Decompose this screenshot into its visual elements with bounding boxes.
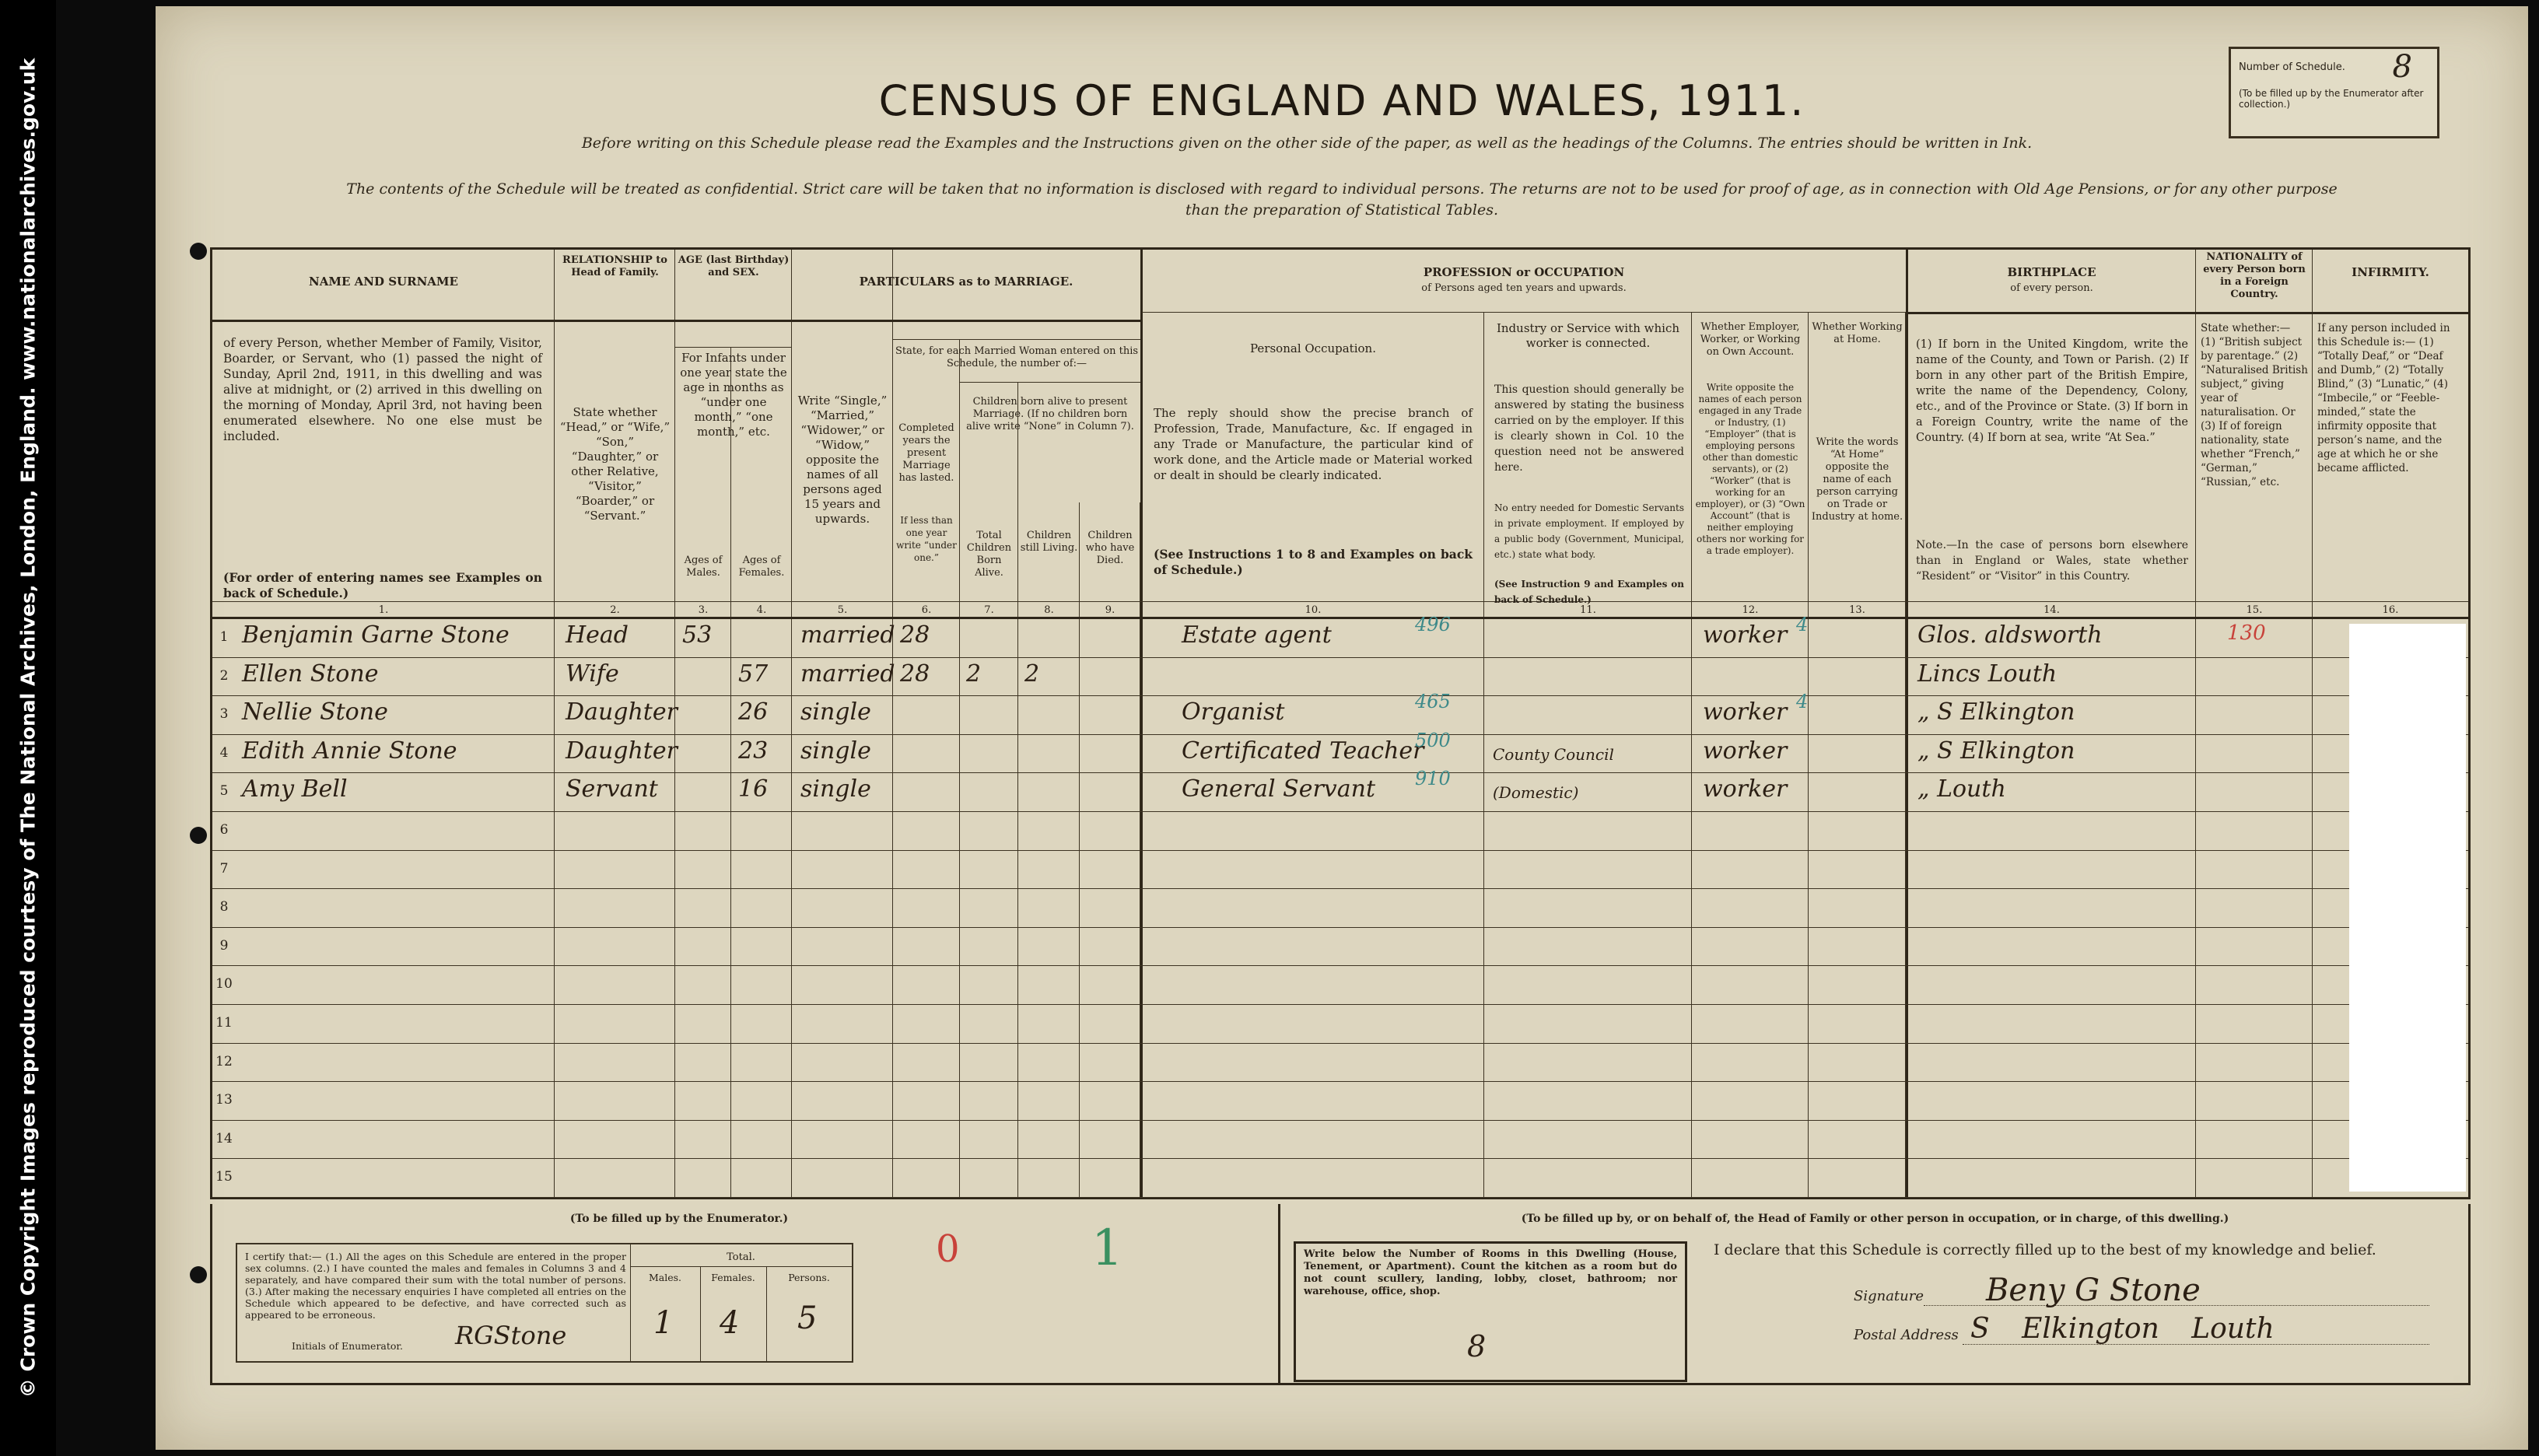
person-employment-status: worker [1703, 621, 1788, 649]
person-birthplace: Glos. aldsworth [1917, 621, 2103, 649]
person-relationship: Daughter [566, 698, 678, 726]
page-title: CENSUS OF ENGLAND AND WALES, 1911. [878, 76, 1805, 125]
header-profession: PROFESSION or OCCUPATION [1423, 265, 1625, 279]
row-number: 5 [219, 783, 229, 800]
col-number: 12. [1742, 604, 1759, 616]
nationality-code: 130 [2227, 621, 2266, 645]
row-divider [212, 1043, 2468, 1044]
header-relationship: RELATIONSHIP to Head of Family. [562, 254, 667, 278]
col-number: 8. [1044, 604, 1054, 616]
col-number: 9. [1105, 604, 1115, 616]
enumerator-initials: RGStone [455, 1321, 567, 1350]
row-number: 11 [215, 1015, 233, 1031]
total-label: Total. [727, 1251, 755, 1263]
row-divider [212, 1197, 2468, 1198]
person-occupation: General Servant [1182, 775, 1376, 803]
desc-industry-note-2: (See Instruction 9 and Examples on back of Schedule.) [1494, 579, 1684, 605]
row-divider [212, 1120, 2468, 1121]
header-birthplace-sub: of every person. [2010, 282, 2093, 294]
col-number: 10. [1305, 604, 1322, 616]
desc-age: For Infants under one year state the age in months as “under one month,” “one month,” etc. [680, 351, 787, 439]
desc-children-born-alive: Children born alive to present Marriage. (If no children born alive write “None” in Column 7). [966, 396, 1134, 432]
col-number: 4. [756, 604, 767, 616]
row-number: 3 [219, 706, 229, 723]
females-label: Females. [711, 1272, 755, 1283]
desc-employer-body: Write opposite the names of each person engaged in any Trade or Industry, (1) “Employer” (that is employing persons other than domestic servants), or (2) “Worker” (that is working for an employer), or (3) “Own Account” (that is neither employing others nor working for a trade employer). [1695, 382, 1805, 556]
row-divider [212, 811, 2468, 812]
row-number: 6 [219, 822, 229, 838]
row-divider [212, 772, 2468, 773]
person-employment-status: worker [1703, 737, 1788, 765]
occupation-code: 910 [1415, 768, 1451, 790]
desc-employer: Whether Employer, Worker, or Working on Own Account. [1700, 321, 1801, 358]
persons-total: 5 [797, 1300, 818, 1336]
row-divider [212, 657, 2468, 658]
person-name: Ellen Stone [242, 660, 379, 688]
postal-address-label: Postal Address [1854, 1327, 1959, 1343]
person-children-living: 2 [1024, 660, 1040, 688]
person-name: Benjamin Garne Stone [242, 621, 510, 649]
col-number: 11. [1580, 604, 1596, 616]
schedule-number-box [2229, 47, 2439, 138]
signature-value: Beny G Stone [1986, 1272, 2201, 1308]
person-years-married: 28 [900, 660, 930, 688]
person-marital-status: single [800, 775, 871, 803]
person-industry: County Council [1493, 744, 1614, 764]
person-birthplace: „ S Elkington [1917, 698, 2075, 726]
header-name: NAME AND SURNAME [309, 275, 458, 289]
person-name: Edith Annie Stone [242, 737, 457, 765]
row-divider [212, 1158, 2468, 1159]
desc-nationality: State whether:— (1) “British subject by parentage.” (2) “Naturalised British subject,” giving year of naturalisation. Or (3) If of foreign nationality, state whether “French,” “German,” “Russian,” etc. [2201, 322, 2308, 488]
males-label: Males. [648, 1272, 682, 1283]
enumerator-mark-red: 0 [936, 1227, 960, 1271]
row-number: 7 [219, 860, 229, 877]
row-number: 9 [219, 937, 229, 954]
desc-relationship: State whether “Head,” or “Wife,” “Son,” “Daughter,” or other Relative, “Visitor,” “Boarder,” or “Servant.” [559, 405, 671, 523]
person-employment-status: worker [1703, 775, 1788, 803]
rooms-box [1294, 1241, 1687, 1382]
person-relationship: Head [566, 621, 629, 649]
males-total: 1 [653, 1305, 674, 1341]
desc-ages-males: Ages of Males. [684, 555, 723, 579]
person-marital-status: single [800, 737, 871, 765]
col-number: 3. [698, 604, 709, 616]
header-infirmity: INFIRMITY. [2352, 265, 2429, 279]
desc-industry-note: No entry needed for Domestic Servants in private employment. If employed by a public body (Government, Municipal, etc.) state what body. [1494, 502, 1684, 560]
person-age-male: 53 [682, 621, 713, 649]
desc-marital: Write “Single,” “Married,” “Widower,” or “Widow,” opposite the names of all persons aged 15 years and upwards. [797, 394, 888, 526]
persons-label: Persons. [788, 1272, 830, 1283]
row-number: 2 [219, 667, 229, 684]
person-age-female: 26 [738, 698, 769, 726]
row-divider [212, 850, 2468, 851]
desc-at-home: Whether Working at Home. [1812, 321, 1903, 345]
row-number: 12 [215, 1053, 233, 1069]
employment-code: 4 [1796, 691, 1809, 713]
row-divider [212, 734, 2468, 735]
desc-personal-occupation: Personal Occupation. [1250, 341, 1376, 355]
punch-hole-icon [190, 827, 207, 844]
redaction-box [2349, 624, 2466, 1192]
col-number: 15. [2246, 604, 2263, 616]
desc-at-home-body: Write the words “At Home” opposite the name of each person carrying on Trade or Industry at home. [1811, 436, 1903, 523]
row-number: 15 [215, 1169, 233, 1185]
postal-address-value: S Elkington Louth [1970, 1313, 2275, 1345]
person-birthplace: Lincs Louth [1917, 660, 2057, 688]
desc-infirmity: If any person included in this Schedule is:— (1) “Totally Deaf,” or “Deaf and Dumb,” (2) “Totally Blind,” (3) “Lunatic,” (4) “Imbecile,” or “Feeble-minded,” state the infirmity opposite that person’s name, and the age at which he or she became afflicted. [2317, 322, 2450, 474]
row-number: 1 [219, 629, 229, 645]
occupation-code: 500 [1415, 729, 1451, 751]
row-divider [212, 888, 2468, 889]
col-number: 13. [1849, 604, 1865, 616]
person-years-married: 28 [900, 621, 930, 649]
header-nationality: NATIONALITY of every Person born in a Foreign Country. [2203, 251, 2306, 300]
col-number: 16. [2382, 604, 2399, 616]
occupation-code: 496 [1415, 614, 1451, 635]
row-divider [212, 1004, 2468, 1005]
desc-personal-occupation-body: The reply should show the precise branch of Profession, Trade, Manufacture, &c. If engaged in any Trade or Manufacture, the particular kind of work done, and the Article made or Material worked or dealt in should be clearly indicated. [1154, 406, 1473, 482]
col-number: 5. [837, 604, 848, 616]
females-total: 4 [720, 1305, 740, 1341]
person-occupation: Organist [1182, 698, 1285, 726]
col-number: 2. [610, 604, 620, 616]
declaration-text: I declare that this Schedule is correctly filled up to the best of my knowledge and belief. [1714, 1241, 2376, 1258]
row-divider [212, 695, 2468, 696]
person-marital-status: married [800, 660, 895, 688]
person-relationship: Daughter [566, 737, 678, 765]
person-marital-status: married [800, 621, 895, 649]
row-number: 10 [215, 976, 233, 992]
copyright-credit-band [0, 0, 56, 1456]
desc-still-living: Children still Living. [1020, 530, 1078, 554]
row-divider [212, 1081, 2468, 1082]
person-occupation: Certificated Teacher [1182, 737, 1424, 765]
schedule-number-value: 8 [2392, 49, 2412, 85]
person-employment-status: worker [1703, 698, 1788, 726]
col-number: 14. [2043, 604, 2060, 616]
person-occupation: Estate agent [1182, 621, 1332, 649]
person-relationship: Servant [566, 775, 658, 803]
copyright-credit-text: © Crown Copyright Images reproduced courtesy of The National Archives, London, England. www.nationalarchives.gov.uk [16, 58, 40, 1398]
enumerator-heading: (To be filled up by the Enumerator.) [569, 1213, 789, 1225]
enumerator-box [236, 1243, 853, 1363]
person-name: Amy Bell [242, 775, 348, 803]
row-number: 14 [215, 1130, 233, 1146]
enumerator-certify-text: I certify that:— (1.) All the ages on this Schedule are entered in the proper sex columns. (2.) I have counted the males and females in Columns 3 and 4 separately, and have compared their sum with the total number of persons. (3.) After making the necessary enquiries I have completed all entries on the Schedule which appeared to be defective, and have corrected such as appeared to be erroneous. [245, 1251, 626, 1321]
footer-section [210, 1204, 2471, 1385]
census-schedule-page [156, 6, 2528, 1450]
punch-hole-icon [190, 1266, 207, 1283]
desc-under-one: If less than one year write “under one.” [896, 515, 957, 563]
desc-total-born: Total Children Born Alive. [966, 530, 1012, 579]
person-birthplace: „ S Elkington [1917, 737, 2075, 765]
desc-married-woman: State, for each Married Woman entered on this Schedule, the number of:— [895, 345, 1139, 369]
header-marriage: PARTICULARS as to MARRIAGE. [859, 275, 1073, 289]
desc-name-note: (For order of entering names see Examples on back of Schedule.) [223, 570, 542, 600]
schedule-number-note: (To be filled up by the Enumerator after collection.) [2239, 88, 2424, 110]
col-number: 1. [378, 604, 389, 616]
signature-label: Signature [1854, 1288, 1924, 1304]
census-table [210, 247, 2471, 1199]
punch-hole-icon [190, 243, 207, 260]
row-divider [212, 965, 2468, 966]
occupation-code: 465 [1415, 691, 1451, 713]
desc-have-died: Children who have Died. [1085, 530, 1135, 566]
header-birthplace: BIRTHPLACE [2007, 265, 2096, 279]
employment-code: 4 [1796, 614, 1809, 635]
header-age: AGE (last Birthday) and SEX. [678, 254, 790, 278]
person-age-female: 16 [738, 775, 769, 803]
row-number: 4 [219, 744, 229, 761]
desc-industry-body: This question should generally be answered by stating the business carried on by the employer. If this is clearly shown in Col. 10 the question need not be answered here. [1494, 383, 1684, 474]
person-age-female: 23 [738, 737, 769, 765]
desc-ages-females: Ages of Females. [738, 555, 785, 579]
row-divider [212, 927, 2468, 928]
intro-line-3: than the preparation of Statistical Tables. [1185, 201, 1498, 219]
desc-industry: Industry or Service with which worker is connected. [1496, 321, 1680, 350]
enumerator-initials-label: Initials of Enumerator. [292, 1340, 403, 1352]
rooms-instruction: Write below the Number of Rooms in this Dwelling (House, Tenement, or Apartment). Count the kitchen as a room but do not count scullery, landing, lobby, closet, bathroom; nor warehouse, office, shop. [1304, 1248, 1677, 1297]
person-name: Nellie Stone [242, 698, 388, 726]
person-age-female: 57 [738, 660, 769, 688]
row-number: 8 [219, 899, 229, 915]
person-birthplace: „ Louth [1917, 775, 2006, 803]
desc-birthplace-note: Note.—In the case of persons born elsewhere than in England or Wales, state whether “Resident” or “Visitor” in this Country. [1916, 539, 2188, 583]
desc-completed-years: Completed years the present Marriage has lasted. [898, 422, 954, 484]
intro-line-2: The contents of the Schedule will be treated as confidential. Strict care will be taken that no information is disclosed with regard to individual persons. The returns are not to be used for proof of age, as in connection with Old Age Pensions, or for any other purpose [346, 180, 2338, 198]
person-marital-status: single [800, 698, 871, 726]
row-number: 13 [215, 1092, 233, 1108]
schedule-number-label: Number of Schedule. [2239, 61, 2345, 73]
person-children-born-alive: 2 [966, 660, 982, 688]
header-profession-sub: of Persons aged ten years and upwards. [1421, 282, 1627, 294]
person-industry: (Domestic) [1493, 783, 1579, 803]
person-relationship: Wife [566, 660, 619, 688]
rooms-count: 8 [1467, 1329, 1487, 1363]
desc-name: of every Person, whether Member of Family, Visitor, Boarder, or Servant, who (1) passed the night of Sunday, April 2nd, 1911, in this dwelling and was alive at midnight, or (2) arrived in this dwelling on the morning of Monday, April 3rd, not having been enumerated elsewhere. No one else must be included. [223, 336, 542, 443]
head-section-heading: (To be filled up by, or on behalf of, the Head of Family or other person in occupation, or in charge, of this dwelling.) [1521, 1213, 2229, 1225]
col-number: 7. [984, 604, 994, 616]
col-number: 6. [921, 604, 932, 616]
intro-line-1: Before writing on this Schedule please read the Examples and the Instructions given on the other side of the paper, as well as the headings of the Columns. The entries should be written in Ink. [581, 135, 2033, 152]
desc-personal-occupation-note: (See Instructions 1 to 8 and Examples on back of Schedule.) [1154, 547, 1473, 577]
enumerator-mark-green: 1 [1091, 1220, 1123, 1277]
desc-birthplace: (1) If born in the United Kingdom, write the name of the County, and Town or Parish. (2) If born in any other part of the British Empire, write the name of the Dependency, Colony, etc., and of the Province or State. (3) If born in a Foreign Country, write the name of the Country. (4) If born at sea, write “At Sea.” [1916, 338, 2188, 444]
